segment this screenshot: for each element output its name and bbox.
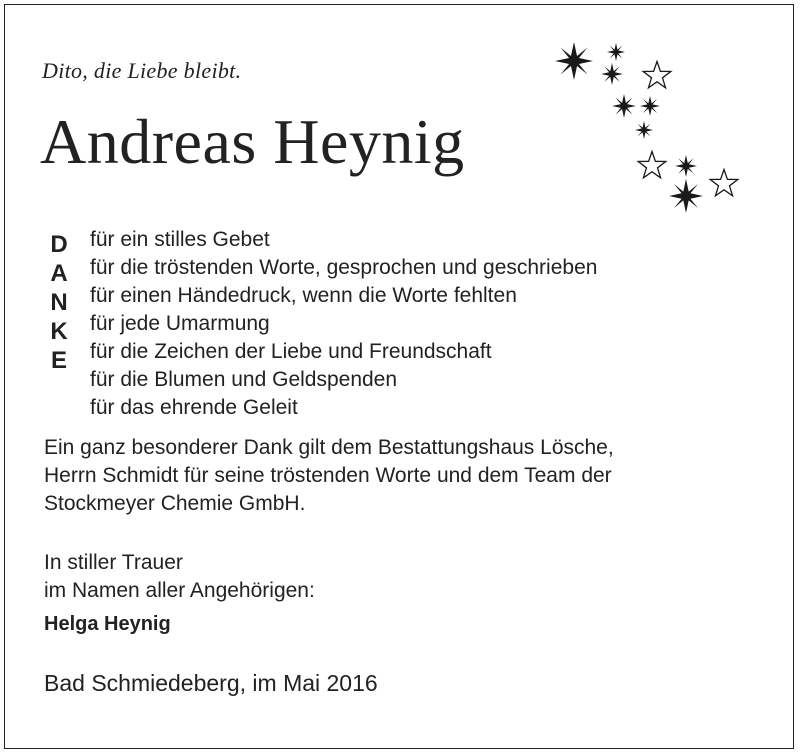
deceased-name: Andreas Heynig [40,106,465,177]
mourning-line: In stiller Trauer [44,551,183,574]
thanks-list [90,226,597,422]
thanks-item: für jede Umarmung [90,312,270,335]
danke-letter: A [50,260,68,287]
danke-letter: E [50,347,67,374]
motto: Dito, die Liebe bleibt. [42,58,242,83]
danke-letter: N [50,289,68,316]
thanks-item: für einen Händedruck, wenn die Worte fehlten [90,284,517,307]
danke-letter: K [50,318,68,345]
special-thanks-line: Stockmeyer Chemie GmbH. [44,492,306,515]
stars-icon [552,34,748,220]
thanks-item: für das ehrende Geleit [90,396,298,419]
special-thanks-line: Ein ganz besonderer Dank gilt dem Bestattungshaus Lösche, [44,436,614,459]
special-thanks-line: Herrn Schmidt für seine tröstenden Worte und dem Team der [44,464,612,487]
thanks-item: für ein stilles Gebet [90,228,270,251]
mourning-line: im Namen aller Angehörigen: [44,579,315,602]
signer-name: Helga Heynig [44,613,171,635]
mourning-phrase [44,549,315,605]
thanks-item: für die tröstenden Worte, gesprochen und geschrieben [90,256,598,279]
special-thanks-paragraph [44,434,614,518]
danke-letter: D [50,231,68,258]
danke-acrostic [46,230,72,375]
place-date: Bad Schmiedeberg, im Mai 2016 [44,670,378,696]
thanks-item: für die Zeichen der Liebe und Freundschaft [90,340,492,363]
thanks-item: für die Blumen und Geldspenden [90,368,398,391]
